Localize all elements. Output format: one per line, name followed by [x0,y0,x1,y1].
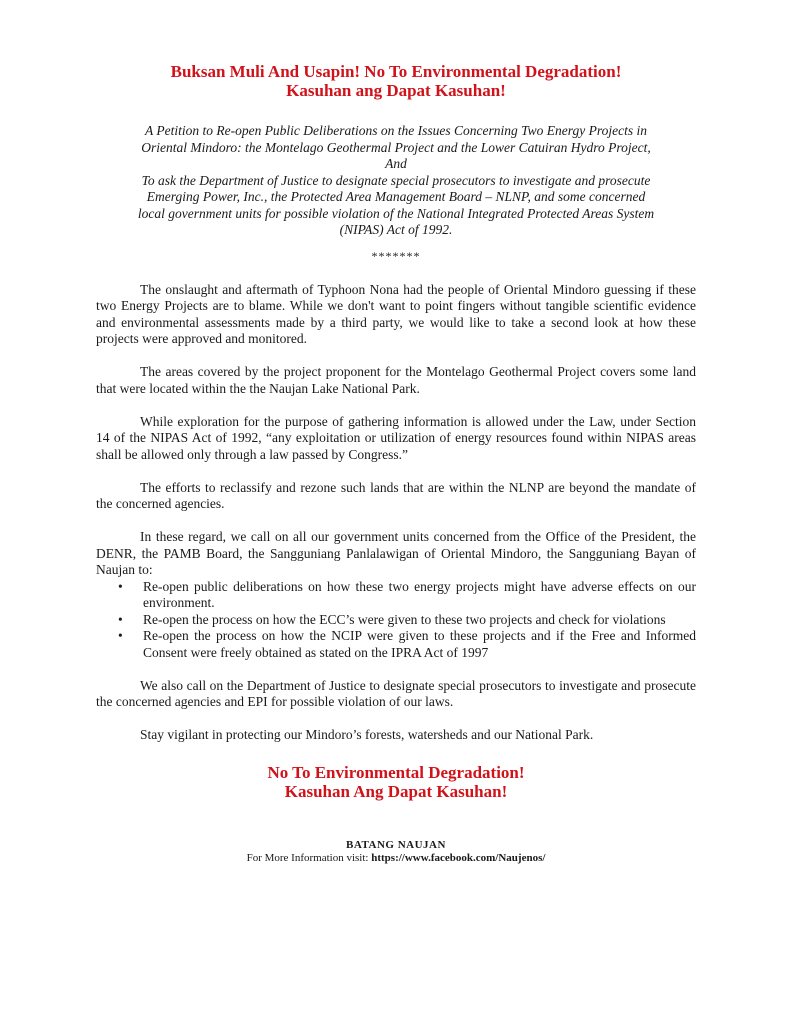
list-item-text: Re-open public deliberations on how these two energy projects might have adverse effects on our environment. [143,578,696,610]
petition-subtitle [96,123,696,239]
demands-list [96,579,696,662]
subtitle-line-6: local government units for possible violation of the National Integrated Protected Areas System [137,205,655,221]
title-line-2: Kasuhan ang Dapat Kasuhan! [286,81,506,100]
bullet-icon: • [118,628,123,643]
list-item [116,612,696,629]
section-separator: ******* [371,248,421,263]
paragraph-reclassify: The efforts to reclassify and rezone such lands that are within the NLNP are beyond the mandate of the concerned agencies. [96,479,696,511]
footer [96,839,696,865]
paragraph-montelago: The areas covered by the project proponent for the Montelago Geothermal Project covers some land that were located within the the Naujan Lake National Park. [96,364,696,396]
subtitle-line-5: Emerging Power, Inc., the Protected Area Management Board – NLNP, and some concerned [146,189,646,204]
bullet-icon: • [118,578,123,594]
subtitle-line-1: A Petition to Re-open Public Deliberations on the Issues Concerning Two Energy Projects in [144,123,648,138]
closing-line-2: Kasuhan Ang Dapat Kasuhan! [284,781,508,801]
facebook-link[interactable]: https://www.facebook.com/Naujenos/ [371,851,546,864]
closing-slogan [96,763,696,801]
paragraph-nipas-law: While exploration for the purpose of gathering information is allowed under the Law, under Section 14 of the NIPAS Act of 1992, “any exploitation or utilization of energy resources found within NIPAS areas shall be allowed only through a law passed by Congress.” [96,413,696,462]
title-line-1: Buksan Muli And Usapin! No To Environmental Degradation! [170,62,622,81]
paragraph-typhoon: The onslaught and aftermath of Typhoon Nona had the people of Oriental Mindoro guessing if these two Energy Projects are to blame. While we don't want to point fingers without tangible scientific evidence and environmental assessments made by a third party, we would like to take a second look at how these projects were approved and monitored. [96,281,696,346]
list-item [116,579,696,612]
subtitle-line-7: (NIPAS) Act of 1992. [339,222,453,237]
list-item-text: Re-open the process on how the NCIP were given to these projects and if the Free and Informed Consent were freely obtained as stated on the IPRA Act of 1997 [143,628,696,660]
subtitle-line-2: Oriental Mindoro: the Montelago Geothermal Project and the Lower Catuiran Hydro Project, [141,139,651,155]
list-item-text: Re-open the process on how the ECC’s were given to these two projects and check for violations [143,611,666,627]
subtitle-line-4: To ask the Department of Justice to designate special prosecutors to investigate and prosecute [141,172,651,188]
page-title [96,62,696,100]
list-item [116,628,696,661]
paragraph-doj-call: We also call on the Department of Justice to designate special prosecutors to investigate and prosecute the concerned agencies and EPI for possible violation of our laws. [96,677,696,709]
closing-line-1: No To Environmental Degradation! [267,762,525,782]
subtitle-line-3: And [385,156,407,171]
paragraph-stay-vigilant: Stay vigilant in protecting our Mindoro’s forests, watersheds and our National Park. [140,727,594,742]
bullet-icon: • [118,611,123,627]
petition-body [96,282,696,744]
paragraph-call-to-agencies: In these regard, we call on all our government units concerned from the Office of the President, the DENR, the PAMB Board, the Sangguniang Panlalawigan of Oriental Mindoro, the Sangguniang Bayan of Naujan to: [96,529,696,577]
more-info-line [96,852,696,865]
organization-name: BATANG NAUJAN [346,838,446,851]
more-info-label: For More Information visit: [246,851,372,864]
